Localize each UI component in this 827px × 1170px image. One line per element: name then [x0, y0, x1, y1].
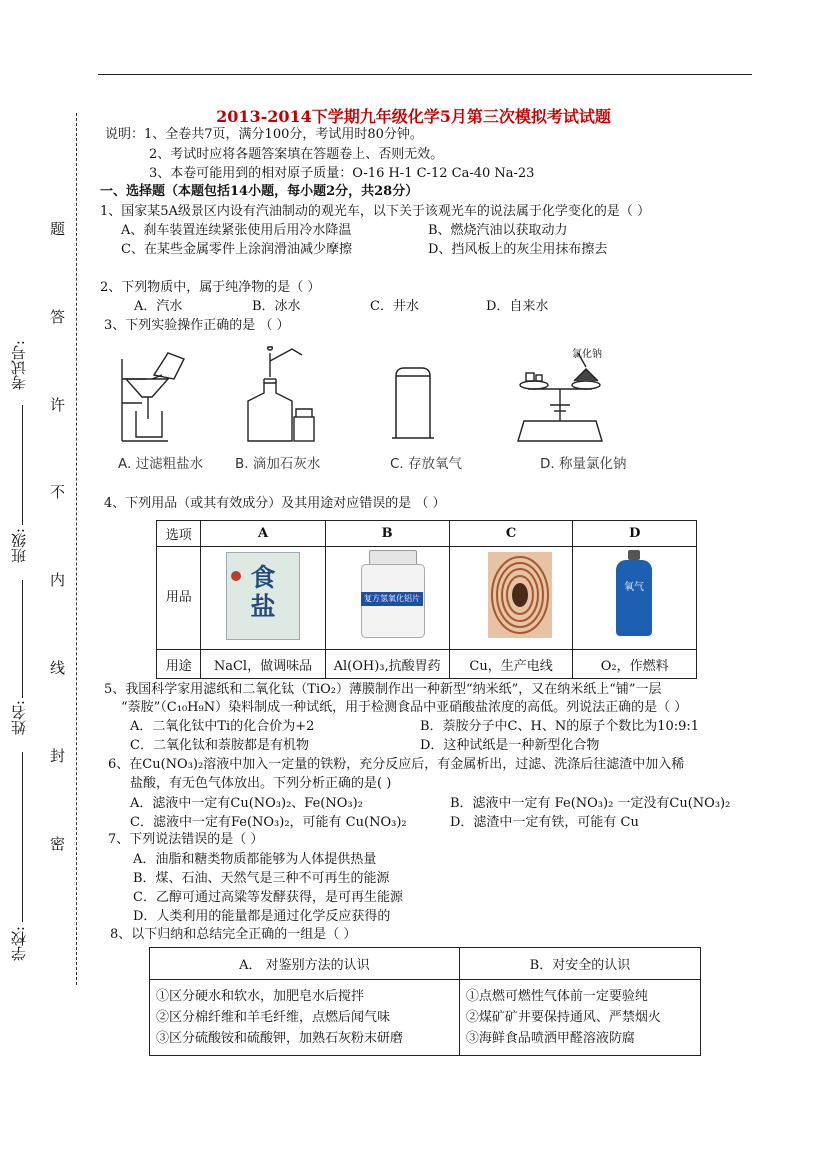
seal-char: 题 [50, 220, 66, 238]
q6-line-1: 6、在Cu(NO₃)₂溶液中加入一定量的铁粉，充分反应后，有金属析出，过滤、洗涤后往滤渣中加入稀 [108, 757, 685, 772]
q5-option-b: B．萘胺分子中C、H、N的原子个数比为10:9:1 [420, 719, 700, 734]
q7-option-d: D．人类利用的能量都是通过化学反应获得的 [133, 909, 391, 924]
seal-char: 不 [50, 483, 66, 501]
q8-col-b-item: ②煤矿矿井要保持通风、严禁烟火 [465, 1010, 661, 1025]
q3-label-b: B. 滴加石灰水 [235, 456, 321, 472]
name-label: 姓名: [10, 700, 28, 736]
seal-char: 许 [50, 396, 66, 414]
q8-col-a-item: ②区分棉纤维和羊毛纤维，点燃后闻气味 [156, 1010, 391, 1025]
name-line [22, 752, 23, 922]
q2-option-d: D．自来水 [486, 299, 549, 314]
medicine-bottle-image [357, 550, 427, 638]
class-label: 班级: [10, 528, 28, 564]
q5-line-2: “萘胺”（C₁₀H₉N）染料制成一种试纸，用于检测食品中亚硝酸盐浓度的高低。列说法正确的是（ ） [121, 700, 688, 715]
seal-char: 封 [50, 747, 66, 765]
q1-option-b: B、燃烧汽油以获取动力 [428, 223, 568, 238]
q6-option-a: A．滤液中一定有Cu(NO₃)₂、Fe(NO₃)₂ [130, 796, 363, 811]
q4-stem: 4、下列用品（或其有效成分）及其用途对应错误的是 （ ） [104, 496, 446, 511]
q4-header-d: D [573, 521, 697, 547]
exam-number-label: 考试号: [10, 340, 28, 391]
q4-use-b: Al(OH)₃,抗酸胃药 [325, 650, 449, 679]
seal-line [76, 113, 77, 985]
q4-use-d: O₂，作燃料 [573, 650, 697, 679]
note-1: 说明：1、全卷共7页，满分100分，考试用时80分钟。 [105, 127, 423, 142]
q6-line-2: 盐酸，有无色气体放出。下列分析正确的是( ) [130, 776, 392, 791]
q8-col-b-items [459, 980, 700, 1056]
q2-option-c: C．井水 [370, 299, 419, 314]
q2-option-b: B．冰水 [252, 299, 301, 314]
q4-use-a: NaCl，做调味品 [201, 650, 325, 679]
q5-option-a: A．二氧化钛中Ti的化合价为+2 [130, 719, 315, 734]
copper-wire-coil-image [488, 552, 552, 638]
q8-col-a-item: ①区分硬水和软水，加肥皂水后搅拌 [156, 989, 365, 1004]
salt-bag-text: 食盐 [250, 563, 276, 621]
oxygen-tank-image [614, 550, 654, 638]
q8-col-a-items [150, 980, 460, 1056]
q1-option-c: C、在某些金属零件上涂润滑油减少摩擦 [121, 242, 352, 257]
q1-stem: 1、国家某5A级景区内设有汽油制动的观光车，以下关于该观光车的说法属于化学变化的是（ ） [100, 204, 651, 219]
q3-label-d: D. 称量氯化钠 [540, 456, 627, 472]
medicine-bottle-label: 复方氢氧化铝片 [361, 592, 423, 606]
q4-header-a: A [201, 521, 325, 547]
q6-option-d: D．滤渣中一定有铁，可能有 Cu [450, 815, 639, 830]
seal-char: 线 [50, 659, 66, 677]
note-2: 2、考试时应将各题答案填在答题卷上、否则无效。 [149, 147, 444, 162]
q8-col-b-item: ③海鲜食品喷洒甲醛溶液防腐 [465, 1031, 635, 1046]
reagent-label: 氯化钠 [572, 349, 602, 360]
q8-stem: 8、以下归纳和总结完全正确的一组是（ ） [110, 927, 357, 942]
class-line [22, 580, 23, 698]
q7-stem: 7、下列说法错误的是（ ） [108, 832, 264, 847]
seal-char: 答 [50, 308, 66, 326]
balance-scale-icon [510, 345, 610, 445]
seal-char: 密 [50, 835, 66, 853]
section-heading: 一、选择题（本题包括14小题，每小题2分，共28分） [100, 184, 419, 199]
q4-header-c: C [449, 521, 573, 547]
exam-title: 2013-2014下学期九年级化学5月第三次模拟考试试题 [216, 107, 611, 126]
q5-line-1: 5、我国科学家用滤纸和二氧化钛（TiO₂）薄膜制作出一种新型“纳米纸”，又在纳米纸上“铺”一层 [104, 682, 662, 697]
q1-option-d: D、挡风板上的灰尘用抹布擦去 [428, 242, 608, 257]
q7-option-a: A．油脂和糖类物质都能够为人体提供热量 [133, 852, 377, 867]
q8-col-a-item: ③区分硫酸铵和硫酸钾，加熟石灰粉末研磨 [156, 1031, 404, 1046]
q5-option-c: C．二氧化钛和萘胺都是有机物 [130, 738, 309, 753]
q3-label-a: A. 过滤粗盐水 [118, 456, 204, 472]
q4-row-items-label: 用品 [157, 547, 201, 650]
q6-option-b: B．滤液中一定有 Fe(NO₃)₂ 一定没有Cu(NO₃)₂ [450, 796, 731, 811]
oxygen-tank-label: 氧气 [624, 582, 644, 593]
salt-bag-image [226, 552, 300, 640]
filtration-apparatus-icon [108, 345, 198, 445]
q7-option-c: C．乙醇可通过高粱等发酵获得，是可再生能源 [133, 890, 403, 905]
q4-use-c: Cu，生产电线 [449, 650, 573, 679]
exam-number-line [22, 405, 23, 525]
q6-option-c: C．滤液中一定有Fe(NO₃)₂，可能有 Cu(NO₃)₂ [130, 815, 407, 830]
gas-jar-icon [390, 362, 436, 442]
q2-stem: 2、下列物质中，属于纯净物的是（ ） [100, 280, 321, 295]
school-label: 学校: [10, 926, 28, 962]
q4-header-option: 选项 [157, 521, 201, 547]
q8-col-b-item: ①点燃可燃性气体前一定要验纯 [465, 989, 648, 1004]
q4-header-b: B [325, 521, 449, 547]
seal-char: 内 [50, 571, 66, 589]
q3-stem: 3、下列实验操作正确的是 （ ） [104, 318, 290, 333]
header-rule [98, 74, 752, 75]
q2-option-a: A．汽水 [134, 299, 183, 314]
q8-col-a-head: A． 对鉴别方法的认识 [150, 948, 460, 980]
q5-option-d: D．这种试纸是一种新型化合物 [420, 738, 600, 753]
q1-option-a: A、刹车装置连续紧张使用后用冷水降温 [121, 223, 352, 238]
q7-option-b: B．煤、石油、天然气是三种不可再生的能源 [133, 871, 390, 886]
note-3: 3、本卷可能用到的相对原子质量：O-16 H-1 C-12 Ca-40 Na-23 [149, 166, 535, 181]
q8-table [149, 947, 701, 1056]
q8-col-b-head: B．对安全的认识 [459, 948, 700, 980]
q3-label-c: C. 存放氧气 [390, 456, 463, 472]
q4-row-uses-label: 用途 [157, 650, 201, 679]
dropper-apparatus-icon [240, 345, 320, 445]
